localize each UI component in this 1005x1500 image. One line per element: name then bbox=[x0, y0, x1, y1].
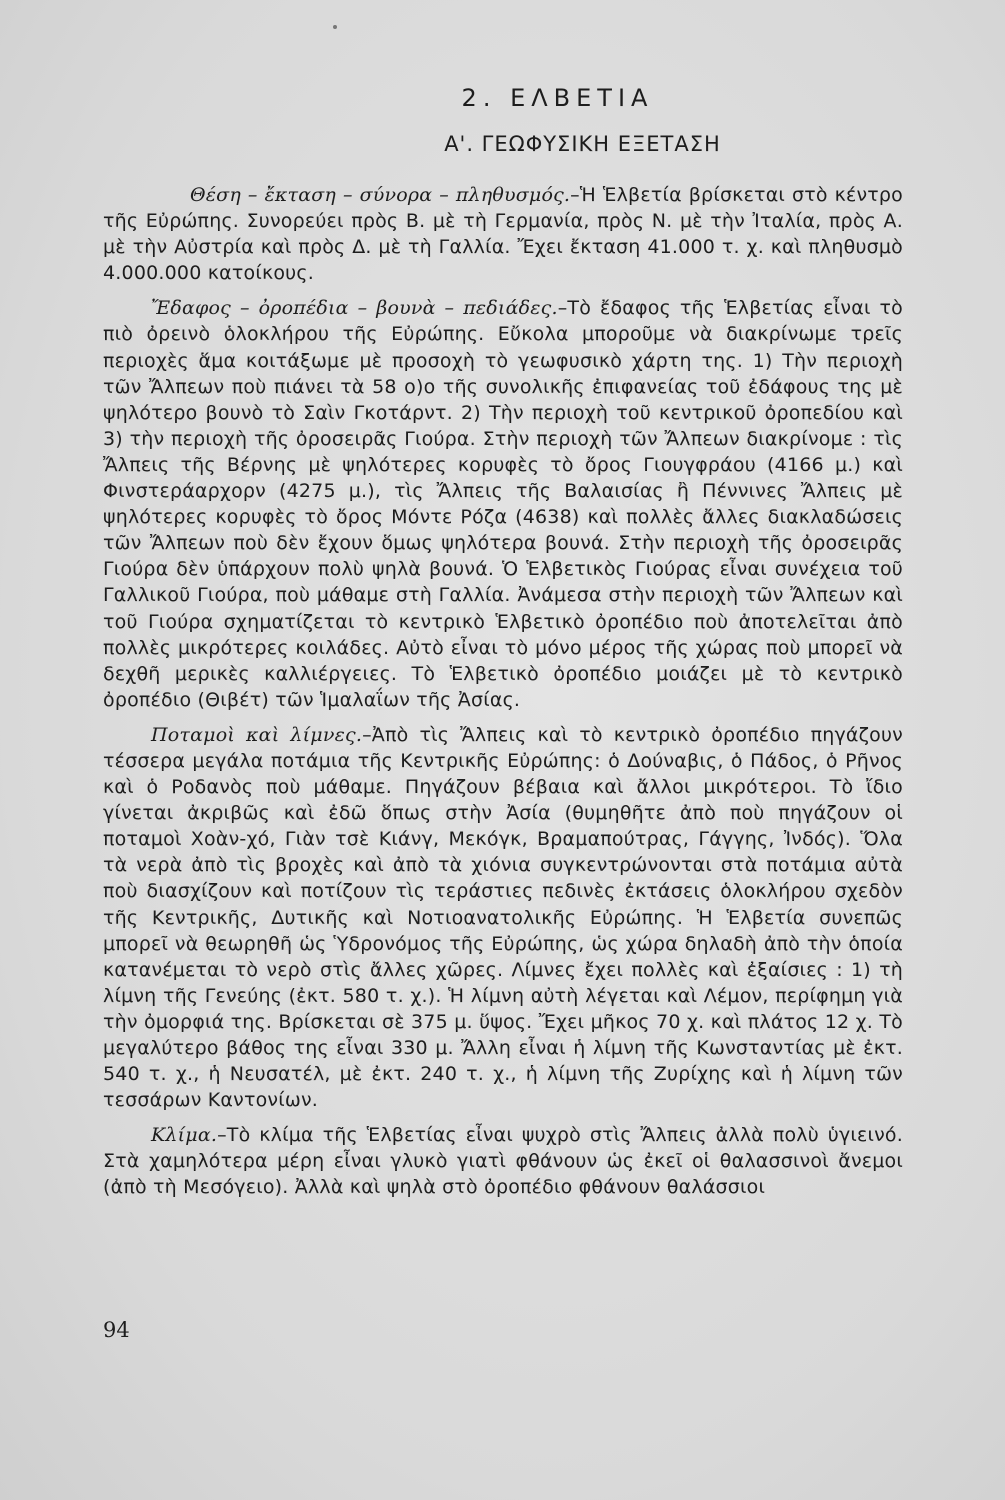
paragraph-lead: Θέση – ἔκταση – σύνορα – πληθυσμός. bbox=[190, 184, 571, 206]
paragraph-text: –Ἀπὸ τὶς Ἄλπεις καὶ τὸ κεντρικὸ ὀροπέδιο πηγάζουν τέσσερα μεγάλα ποτάμια τῆς Κεντρικῆς Εὐρώπης: ὁ Δούναβις, ὁ Πάδος, ὁ Ρῆνος καὶ ὁ Ροδανὸς ποὺ μάθαμε. Πηγάζουν βέβαια καὶ ἄλλοι μικρότεροι. Τὸ ἴδιο γίνεται ἀκριβῶς καὶ ἐδῶ ὅπως στὴν Ἀσία (θυμηθῆτε ἀπὸ ποὺ πηγάζουν οἱ ποταμοὶ Χοὰν-χό, Γιὰν τσὲ Κιάνγ, Μεκόγκ, Βραμαπούτρας, Γάγγης, Ἰνδός). Ὅλα τὰ νερὰ ἀπὸ τὶς βροχὲς καὶ ἀπὸ τὰ χιόνια συγκεντρώνονται στὰ ποτάμια αὐτὰ ποὺ διασχίζουν καὶ ποτίζουν τὶς τεράστιες πεδινὲς ἐκτάσεις ὁλοκλήρου σχεδὸν τῆς Κεντρικῆς, Δυτικῆς καὶ Νοτιοανατολικῆς Εὐρώπης. Ἡ Ἑλβετία συνεπῶς μπορεῖ νὰ θεωρηθῆ ὡς Ὑδρονόμος τῆς Εὐρώπης, ὡς χώρα δηλαδὴ ἀπὸ τὴν ὁποία κατανέμεται τὸ νερὸ στὶς ἄλλες χῶρες. Λίμνες ἔχει πολλὲς καὶ ἐξαίσιες : 1) τὴ λίμνη τῆς Γενεύης (ἐκτ. 580 τ. χ.). Ἡ λίμνη αὐτὴ λέγεται καὶ Λέμον, περίφημη γιὰ τὴν ὀμορφιά της. Βρίσκεται σὲ 375 μ. ὕψος. Ἔχει μῆκος 70 χ. καὶ πλάτος 12 χ. Τὸ μεγαλύτερο βάθος της εἶναι 330 μ. Ἄλλη εἶναι ἡ λίμνη τῆς Κωνσταντίας μὲ ἐκτ. 540 τ. χ., ἡ Νευσατέλ, μὲ ἐκτ. 240 τ. χ., ἡ λίμνη τῆς Ζυρίχης καὶ ἡ λίμνη τῶν τεσσάρων Καντονίων. bbox=[103, 723, 903, 1112]
paragraph-text: –Ἡ Ἑλβετία βρίσκεται στὸ κέντρο τῆς Εὐρώπης. Συνορεύει πρὸς Β. μὲ τὴ Γερμανία, πρὸς Ν. μὲ τὴν Ἰταλία, πρὸς Α. μὲ τὴν Αὐστρία καὶ πρὸς Δ. μὲ τὴ Γαλλία. Ἔχει ἔκταση 41.000 τ. χ. καὶ πληθυσμὸ 4.000.000 κατοίκους. bbox=[103, 184, 904, 285]
paragraph-terrain bbox=[103, 295, 903, 713]
paragraph-text: –Τὸ κλίμα τῆς Ἑλβετίας εἶναι ψυχρὸ στὶς Ἄλπεις ἀλλὰ πολὺ ὑγιεινό. Στὰ χαμηλότερα μέρη εἶναι γλυκὸ γιατὶ φθάνουν ὡς ἐκεῖ οἱ θαλασσινοὶ ἄνεμοι (ἀπὸ τὴ Μεσόγειο). Ἀλλὰ καὶ ψηλὰ στὸ ὀροπέδιο φθάνουν θαλάσσιοι bbox=[103, 1124, 903, 1199]
page-number: 94 bbox=[103, 1318, 130, 1342]
paragraph-lead: Ποταμοὶ καὶ λίμνες. bbox=[151, 723, 363, 746]
paragraph-text: –Τὸ ἔδαφος τῆς Ἑλβετίας εἶναι τὸ πιὸ ὀρεινὸ ὁλοκλήρου τῆς Εὐρώπης. Εὔκολα μποροῦμε νὰ διακρίνωμε τρεῖς περιοχὲς ἅμα κοιτάξωμε μὲ προσοχὴ τὸ γεωφυσικὸ χάρτη της. 1) Τὴν περιοχὴ τῶν Ἄλπεων ποὺ πιάνει τὰ 58 ο)ο τῆς συνολικῆς ἐπιφανείας τοῦ ἐδάφους της μὲ ψηλότερο βουνὸ τὸ Σαὶν Γκοτάρντ. 2) Τὴν περιοχὴ τοῦ κεντρικοῦ ὀροπεδίου καὶ 3) τὴν περιοχὴ τῆς ὀροσειρᾶς Γιούρα. Στὴν περιοχὴ τῶν Ἄλπεων διακρίνομε : τὶς Ἄλπεις τῆς Βέρνης μὲ ψηλότερες κορυφὲς τὸ ὄρος Γιουγφράου (4166 μ.) καὶ Φινστεράαρχορν (4275 μ.), τὶς Ἄλπεις τῆς Βαλαισίας ἢ Πέννινες Ἄλπεις μὲ ψηλότερες κορυφὲς τὸ ὄρος Μόντε Ρόζα (4638) καὶ πολλὲς ἄλλες διακλαδώσεις τῶν Ἄλπεων ποὺ δὲν ἔχουν ὅμως ψηλότερα βουνά. Στὴν περιοχὴ τῆς ὀροσειρᾶς Γιούρα δὲν ὑπάρχουν πολὺ ψηλὰ βουνά. Ὁ Ἑλβετικὸς Γιούρας εἶναι συνέχεια τοῦ Γαλλικοῦ Γιούρα, ποὺ μάθαμε στὴ Γαλλία. Ἀνάμεσα στὴν περιοχὴ τῶν Ἄλπεων καὶ τοῦ Γιούρα σχηματίζεται τὸ κεντρικὸ Ἑλβετικὸ ὀροπέδιο ποὺ ἀποτελεῖται ἀπὸ πολλὲς μικρότερες κοιλάδες. Αὐτὸ εἶναι τὸ μόνο μέρος τῆς χώρας ποὺ μπορεῖ νὰ δεχθῆ μερικὲς καλλιέργειες. Τὸ Ἑλβετικὸ ὀροπέδιο μοιάζει μὲ τὸ κεντρικὸ ὀροπέδιο (Θιβέτ) τῶν Ἱμαλαΐων τῆς Ἀσίας. bbox=[103, 297, 903, 711]
paragraph-lead: Κλίμα. bbox=[151, 1124, 218, 1147]
body-text bbox=[103, 182, 903, 1210]
scan-speck bbox=[333, 25, 337, 29]
paragraph-position bbox=[103, 182, 903, 286]
chapter-title: 2. ΕΛΒΕΤΙΑ bbox=[461, 84, 654, 112]
paragraph-climate bbox=[103, 1122, 903, 1200]
section-title: Α'. ΓΕΩΦΥΣΙΚΗ ΕΞΕΤΑΣΗ bbox=[444, 132, 721, 156]
paragraph-rivers-lakes bbox=[103, 722, 903, 1113]
paragraph-lead: Ἔδαφος – ὀροπέδια – βουνὰ – πεδιάδες. bbox=[151, 297, 558, 320]
